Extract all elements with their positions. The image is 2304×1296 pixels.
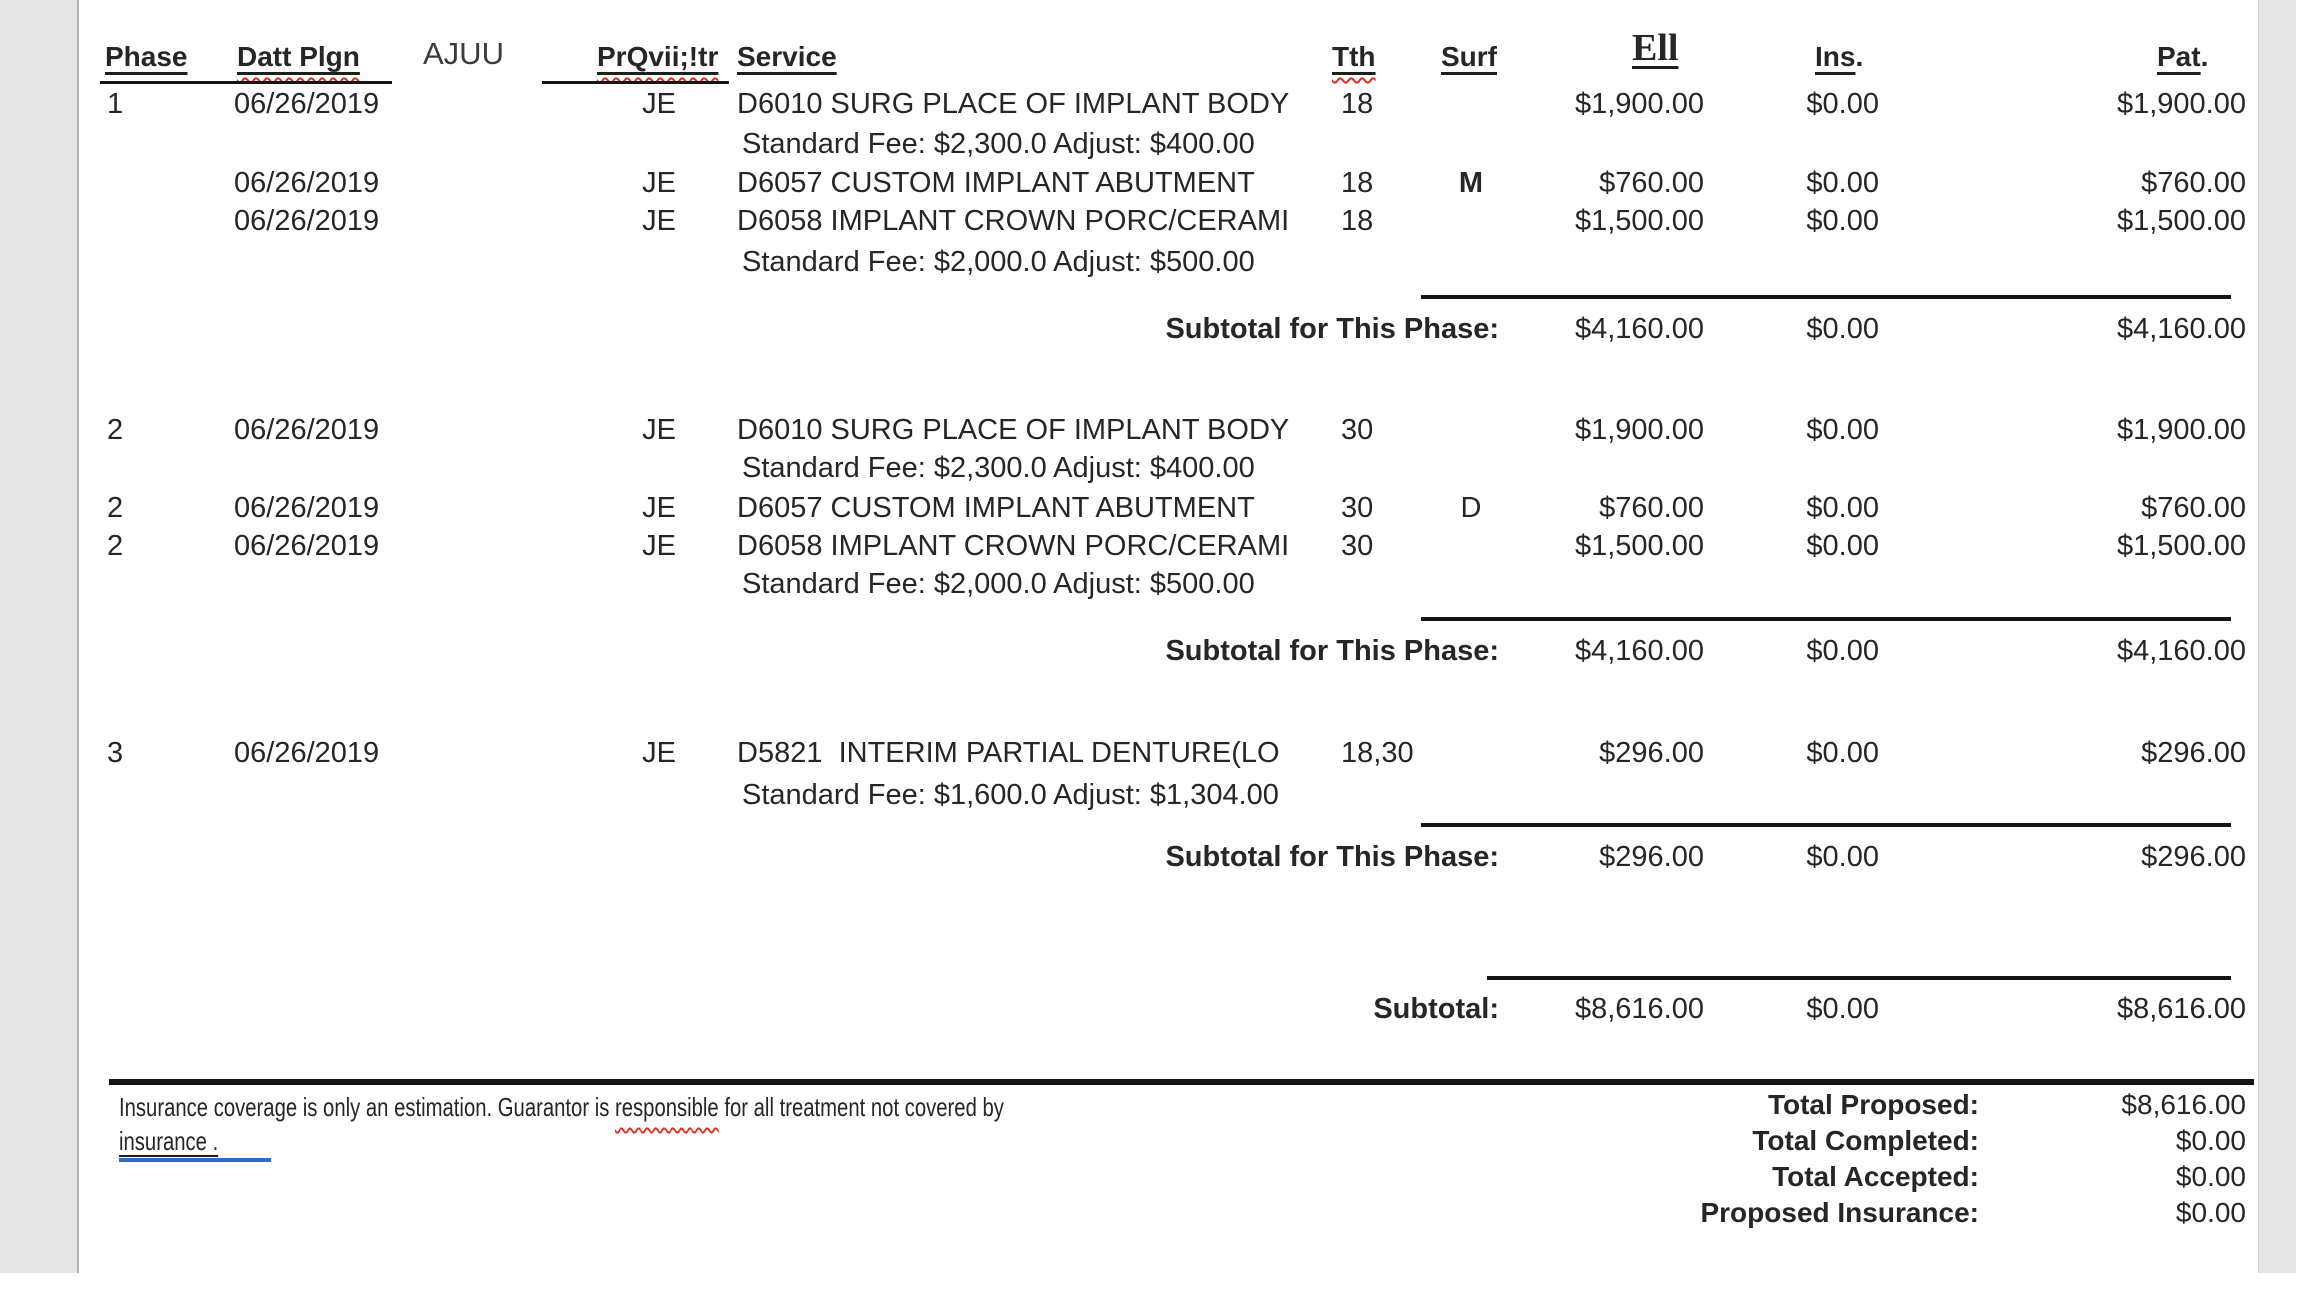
- standard-fee-note: Standard Fee: $2,300.0 Adjust: $400.00: [742, 452, 1255, 484]
- phase-subtotal-row: [79, 634, 2258, 670]
- provider-cell: JE: [642, 167, 676, 199]
- total-proposed-value: $8,616.00: [2121, 1089, 2246, 1120]
- misspelled-word: responsible: [614, 1092, 719, 1122]
- subtotal-insurance: $0.00: [1806, 313, 1879, 345]
- tooth-cell: 18: [1341, 205, 1374, 237]
- scrollbar-track[interactable]: [2258, 0, 2296, 1273]
- service-cell: D6058 IMPLANT CROWN PORC/CERAMI: [737, 205, 1290, 237]
- phase-subtotal-row: [79, 312, 2258, 348]
- phase-subtotal-row: [79, 840, 2258, 876]
- phase-cell: 2: [107, 530, 124, 562]
- treatment-row: [79, 491, 2258, 527]
- fee-cell: $1,500.00: [1574, 205, 1704, 237]
- subtotal-fee: $296.00: [1599, 841, 1704, 873]
- col-header-phase: Phase: [105, 41, 188, 72]
- service-cell: D6057 CUSTOM IMPLANT ABUTMENT: [737, 167, 1255, 199]
- patient-cell: $760.00: [2141, 167, 2246, 199]
- col-header-ajuu: AJUU: [423, 36, 504, 71]
- proposed-insurance-label: Proposed Insurance:: [1700, 1197, 1979, 1228]
- surface-cell: D: [1460, 492, 1482, 524]
- total-accepted-label: Total Accepted:: [1772, 1161, 1979, 1192]
- surface-cell: M: [1458, 167, 1484, 199]
- insurance-cell: $0.00: [1806, 414, 1879, 446]
- insurance-cell: $0.00: [1806, 530, 1879, 562]
- service-cell: D5821 INTERIM PARTIAL DENTURE(LO: [737, 737, 1280, 769]
- fee-cell: $760.00: [1599, 167, 1704, 199]
- standard-fee-note: Standard Fee: $1,600.0 Adjust: $1,304.00: [742, 779, 1279, 811]
- disclaimer-text: Insurance coverage is only an estimation. Guarantor is responsible for all treatment not covered by: [119, 1092, 1004, 1122]
- subtotal-divider: [1421, 295, 2231, 299]
- grand-subtotal-patient: $8,616.00: [2116, 993, 2246, 1025]
- service-cell: D6010 SURG PLACE OF IMPLANT BODY: [737, 414, 1290, 446]
- date-cell: 06/26/2019: [234, 737, 380, 769]
- fee-cell: $1,900.00: [1574, 88, 1704, 120]
- footer-divider: [109, 1079, 2254, 1085]
- fee-cell: $296.00: [1599, 737, 1704, 769]
- service-cell: D6057 CUSTOM IMPLANT ABUTMENT: [737, 492, 1255, 524]
- date-cell: 06/26/2019: [234, 88, 380, 120]
- date-cell: 06/26/2019: [234, 414, 380, 446]
- treatment-row: [79, 204, 2258, 240]
- total-completed-value: $0.00: [2175, 1125, 2246, 1156]
- provider-cell: JE: [642, 492, 676, 524]
- subtotal-label: Subtotal for This Phase:: [1165, 841, 1499, 873]
- provider-cell: JE: [642, 530, 676, 562]
- phase-cell: 3: [107, 737, 124, 769]
- total-row: [79, 1160, 2258, 1196]
- service-cell: D6058 IMPLANT CROWN PORC/CERAMI: [737, 530, 1290, 562]
- standard-fee-note: Standard Fee: $2,300.0 Adjust: $400.00: [742, 128, 1255, 160]
- date-cell: 06/26/2019: [234, 530, 380, 562]
- col-header-patient: Pat.: [2157, 41, 2209, 72]
- fee-cell: $1,500.00: [1574, 530, 1704, 562]
- col-header-surface: Surf: [1441, 41, 1497, 72]
- fee-cell: $760.00: [1599, 492, 1704, 524]
- patient-cell: $1,500.00: [2116, 205, 2246, 237]
- grand-subtotal-insurance: $0.00: [1806, 993, 1879, 1025]
- insurance-cell: $0.00: [1806, 492, 1879, 524]
- patient-cell: $1,900.00: [2116, 88, 2246, 120]
- phase-cell: 1: [107, 88, 124, 120]
- total-accepted-value: $0.00: [2175, 1161, 2246, 1192]
- subtotal-insurance: $0.00: [1806, 635, 1879, 667]
- provider-cell: JE: [642, 88, 676, 120]
- col-header-fee: Ell: [1632, 27, 1679, 69]
- insurance-cell: $0.00: [1806, 88, 1879, 120]
- total-row: [79, 1088, 2258, 1124]
- subtotal-label: Subtotal for This Phase:: [1165, 313, 1499, 345]
- tooth-cell: 30: [1341, 414, 1374, 446]
- standard-fee-note-row: [79, 127, 2258, 163]
- header-rule-provider: [542, 81, 729, 84]
- date-cell: 06/26/2019: [234, 205, 380, 237]
- standard-fee-note-row: [79, 567, 2258, 603]
- document-page: [79, 0, 2258, 1273]
- subtotal-insurance: $0.00: [1806, 841, 1879, 873]
- grand-subtotal-row: [79, 992, 2258, 1028]
- fee-cell: $1,900.00: [1574, 414, 1704, 446]
- standard-fee-note-row: [79, 778, 2258, 814]
- standard-fee-note: Standard Fee: $2,000.0 Adjust: $500.00: [742, 568, 1255, 600]
- col-header-service: Service: [737, 41, 837, 72]
- total-proposed-label: Total Proposed:: [1767, 1089, 1979, 1120]
- tooth-cell: 18,30: [1341, 737, 1414, 769]
- grand-subtotal-fee: $8,616.00: [1574, 993, 1704, 1025]
- total-completed-label: Total Completed:: [1752, 1125, 1979, 1156]
- total-row: [79, 1124, 2258, 1160]
- provider-cell: JE: [642, 737, 676, 769]
- proposed-insurance-value: $0.00: [2175, 1197, 2246, 1228]
- treatment-row: [79, 736, 2258, 772]
- total-row: [79, 1196, 2258, 1232]
- tooth-cell: 18: [1341, 167, 1374, 199]
- subtotal-patient: $296.00: [2141, 841, 2246, 873]
- col-header-tooth: Tth: [1332, 41, 1376, 72]
- patient-cell: $1,500.00: [2116, 530, 2246, 562]
- date-cell: 06/26/2019: [234, 492, 380, 524]
- header-rule-left: [100, 81, 392, 84]
- subtotal-divider: [1421, 617, 2231, 621]
- subtotal-label: Subtotal for This Phase:: [1165, 635, 1499, 667]
- subtotal-fee: $4,160.00: [1574, 313, 1704, 345]
- insurance-cell: $0.00: [1806, 167, 1879, 199]
- standard-fee-note-row: [79, 245, 2258, 281]
- grand-subtotal-label: Subtotal:: [1373, 993, 1499, 1025]
- phase-cell: 2: [107, 414, 124, 446]
- treatment-row: [79, 413, 2258, 449]
- insurance-cell: $0.00: [1806, 737, 1879, 769]
- standard-fee-note-row: [79, 451, 2258, 487]
- col-header-provider: PrQvii;!tr: [597, 41, 719, 72]
- treatment-row: [79, 166, 2258, 202]
- tooth-cell: 30: [1341, 492, 1374, 524]
- date-cell: 06/26/2019: [234, 167, 380, 199]
- subtotal-patient: $4,160.00: [2116, 313, 2246, 345]
- patient-cell: $296.00: [2141, 737, 2246, 769]
- col-header-date: Datt Plgn: [237, 41, 360, 72]
- treatment-row: [79, 529, 2258, 565]
- tooth-cell: 18: [1341, 88, 1374, 120]
- insurance-cell: $0.00: [1806, 205, 1879, 237]
- standard-fee-note: Standard Fee: $2,000.0 Adjust: $500.00: [742, 246, 1255, 278]
- treatment-row: [79, 87, 2258, 123]
- subtotal-divider: [1421, 823, 2231, 827]
- phase-cell: 2: [107, 492, 124, 524]
- patient-cell: $1,900.00: [2116, 414, 2246, 446]
- subtotal-fee: $4,160.00: [1574, 635, 1704, 667]
- col-header-insurance: Ins.: [1815, 41, 1864, 72]
- page-margin-left: [0, 0, 79, 1273]
- subtotal-patient: $4,160.00: [2116, 635, 2246, 667]
- tooth-cell: 30: [1341, 530, 1374, 562]
- patient-cell: $760.00: [2141, 492, 2246, 524]
- grand-subtotal-divider: [1487, 976, 2231, 980]
- disclaimer-text: insurance .: [119, 1126, 219, 1156]
- service-cell: D6010 SURG PLACE OF IMPLANT BODY: [737, 88, 1290, 120]
- provider-cell: JE: [642, 205, 676, 237]
- provider-cell: JE: [642, 414, 676, 446]
